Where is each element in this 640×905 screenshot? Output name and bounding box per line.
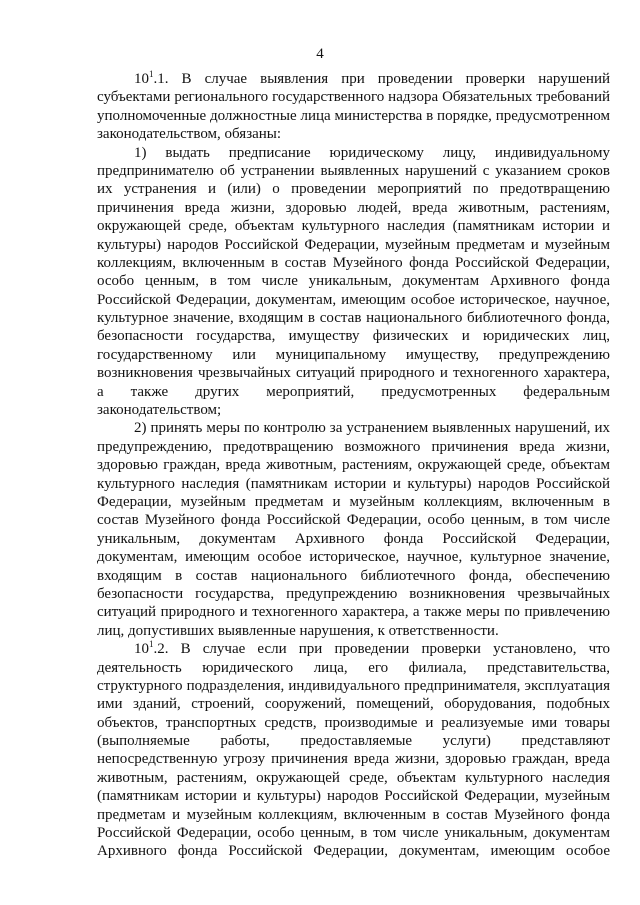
text-line: ситуаций природного и техногенного характера, а также меры по привлечению (97, 604, 610, 621)
text-line: субъектами регионального государственного надзора Обязательных требований (97, 89, 610, 106)
text-line: их устранения и (или) о проведении мероприятий по предотвращению (97, 181, 610, 198)
clause-number: 10 (134, 641, 149, 658)
text-line: уполномоченные должностные лица министерства в порядке, предусмотренном (97, 107, 610, 124)
text-line: Федерации, музейным предметам и музейным коллекциям, включенным в (97, 493, 610, 510)
text-line: (памятникам истории и культуры) народов Российской Федерации, музейным (97, 788, 610, 805)
text-line: 1) выдать предписание юридическому лицу, индивидуальному (134, 144, 610, 161)
text-line: законодательством, обязаны: (97, 126, 282, 143)
clause-superscript: 1 (149, 70, 154, 79)
clause-number: 10 (134, 71, 149, 87)
clause-first-line-text: .2. В случае если при проведении проверки установлено, что (153, 641, 610, 658)
text-line: Российской Федерации, документам, имеющим особое историческое, научное, (97, 291, 610, 308)
clause-first-line-text: .1. В случае выявления при проведении проверки нарушений (153, 71, 610, 87)
text-line: культурное значение, входящим в состав национального библиотечного фонда, (97, 310, 610, 327)
paragraph-first-line (97, 70, 610, 88)
text-line: животным, растениям, окружающей среде, объектам культурного наследия (97, 769, 610, 786)
text-line: структурного подразделения, индивидуального предпринимателя, эксплуатация (97, 677, 610, 694)
text-line: лиц, допустивших выявленные нарушения, к ответственности. (97, 622, 499, 639)
text-line: особо ценным, в том числе уникальным, документам Архивного фонда (97, 273, 610, 290)
text-line: культуры) народов Российской Федерации, музейным предметам и музейным (97, 236, 610, 253)
text-line: деятельность юридического лица, его филиала, представительства, (97, 659, 610, 676)
subitem-2 (97, 419, 610, 640)
text-line: законодательством; (97, 402, 222, 419)
text-line: а также других мероприятий, предусмотренных федеральным (97, 383, 610, 400)
text-line: предупреждению, предотвращению возможного причинения вреда жизни, (97, 438, 610, 455)
text-line: культурного наследия (памятникам истории и культуры) народов Российской (97, 475, 610, 492)
text-line: Архивного фонда Российской Федерации, документам, имеющим особое (97, 843, 610, 860)
text-line: документам, имеющим особое историческое, научное, культурное значение, (97, 549, 610, 566)
text-line: ими зданий, строений, сооружений, помещений, оборудования, подобных (97, 696, 610, 713)
text-line: причинения вреда жизни, здоровью людей, вреда животным, растениям, (97, 199, 610, 216)
clause-superscript: 1 (149, 640, 154, 650)
text-line: безопасности государства, предупреждению возникновения чрезвычайных (97, 585, 610, 602)
text-line: 2) принять меры по контролю за устранением выявленных нарушений, их (134, 420, 610, 437)
paragraph-10-1-1 (97, 70, 610, 144)
text-line: непосредственную угрозу причинения вреда жизни, здоровью граждан, вреда (97, 751, 610, 768)
text-line: возникновения чрезвычайных ситуаций природного и техногенного характера, (97, 365, 610, 382)
text-line: окружающей среде, объектам культурного наследия (памятникам истории и (97, 218, 610, 235)
page-number: 4 (316, 46, 324, 62)
document-body (97, 70, 610, 861)
text-line: уникальным, документам Архивного фонда Российской Федерации, (97, 530, 610, 547)
text-line: здоровью граждан, вреда животным, растениям, окружающей среде, объектам (97, 457, 610, 474)
text-line: объектов, транспортных средств, производимые и реализуемые ими товары (97, 714, 610, 731)
paragraph-10-1-2 (97, 640, 610, 861)
subitem-1 (97, 144, 610, 420)
text-line: предпринимателю об устранении выявленных нарушений с указанием сроков (97, 162, 610, 179)
paragraph-first-line (97, 640, 610, 658)
text-line: государственному или муниципальному имуществу, предупреждению (97, 346, 610, 363)
text-line: (выполняемые работы, предоставляемые услуги) представляют (97, 733, 610, 750)
text-line: входящим в состав национального библиотечного фонда, обеспечению (97, 567, 610, 584)
text-line: состав Музейного фонда Российской Федерации, особо ценным, в том числе (97, 512, 610, 529)
text-line: безопасности государства, имуществу физических и юридических лиц, (97, 328, 610, 345)
text-line: Российской Федерации, особо ценным, в том числе уникальным, документам (97, 825, 610, 842)
text-line: коллекциям, включенным в состав Музейного фонда Российской Федерации, (97, 254, 610, 271)
text-line: предметам и музейным коллекциям, включенным в состав Музейного фонда (97, 806, 610, 823)
